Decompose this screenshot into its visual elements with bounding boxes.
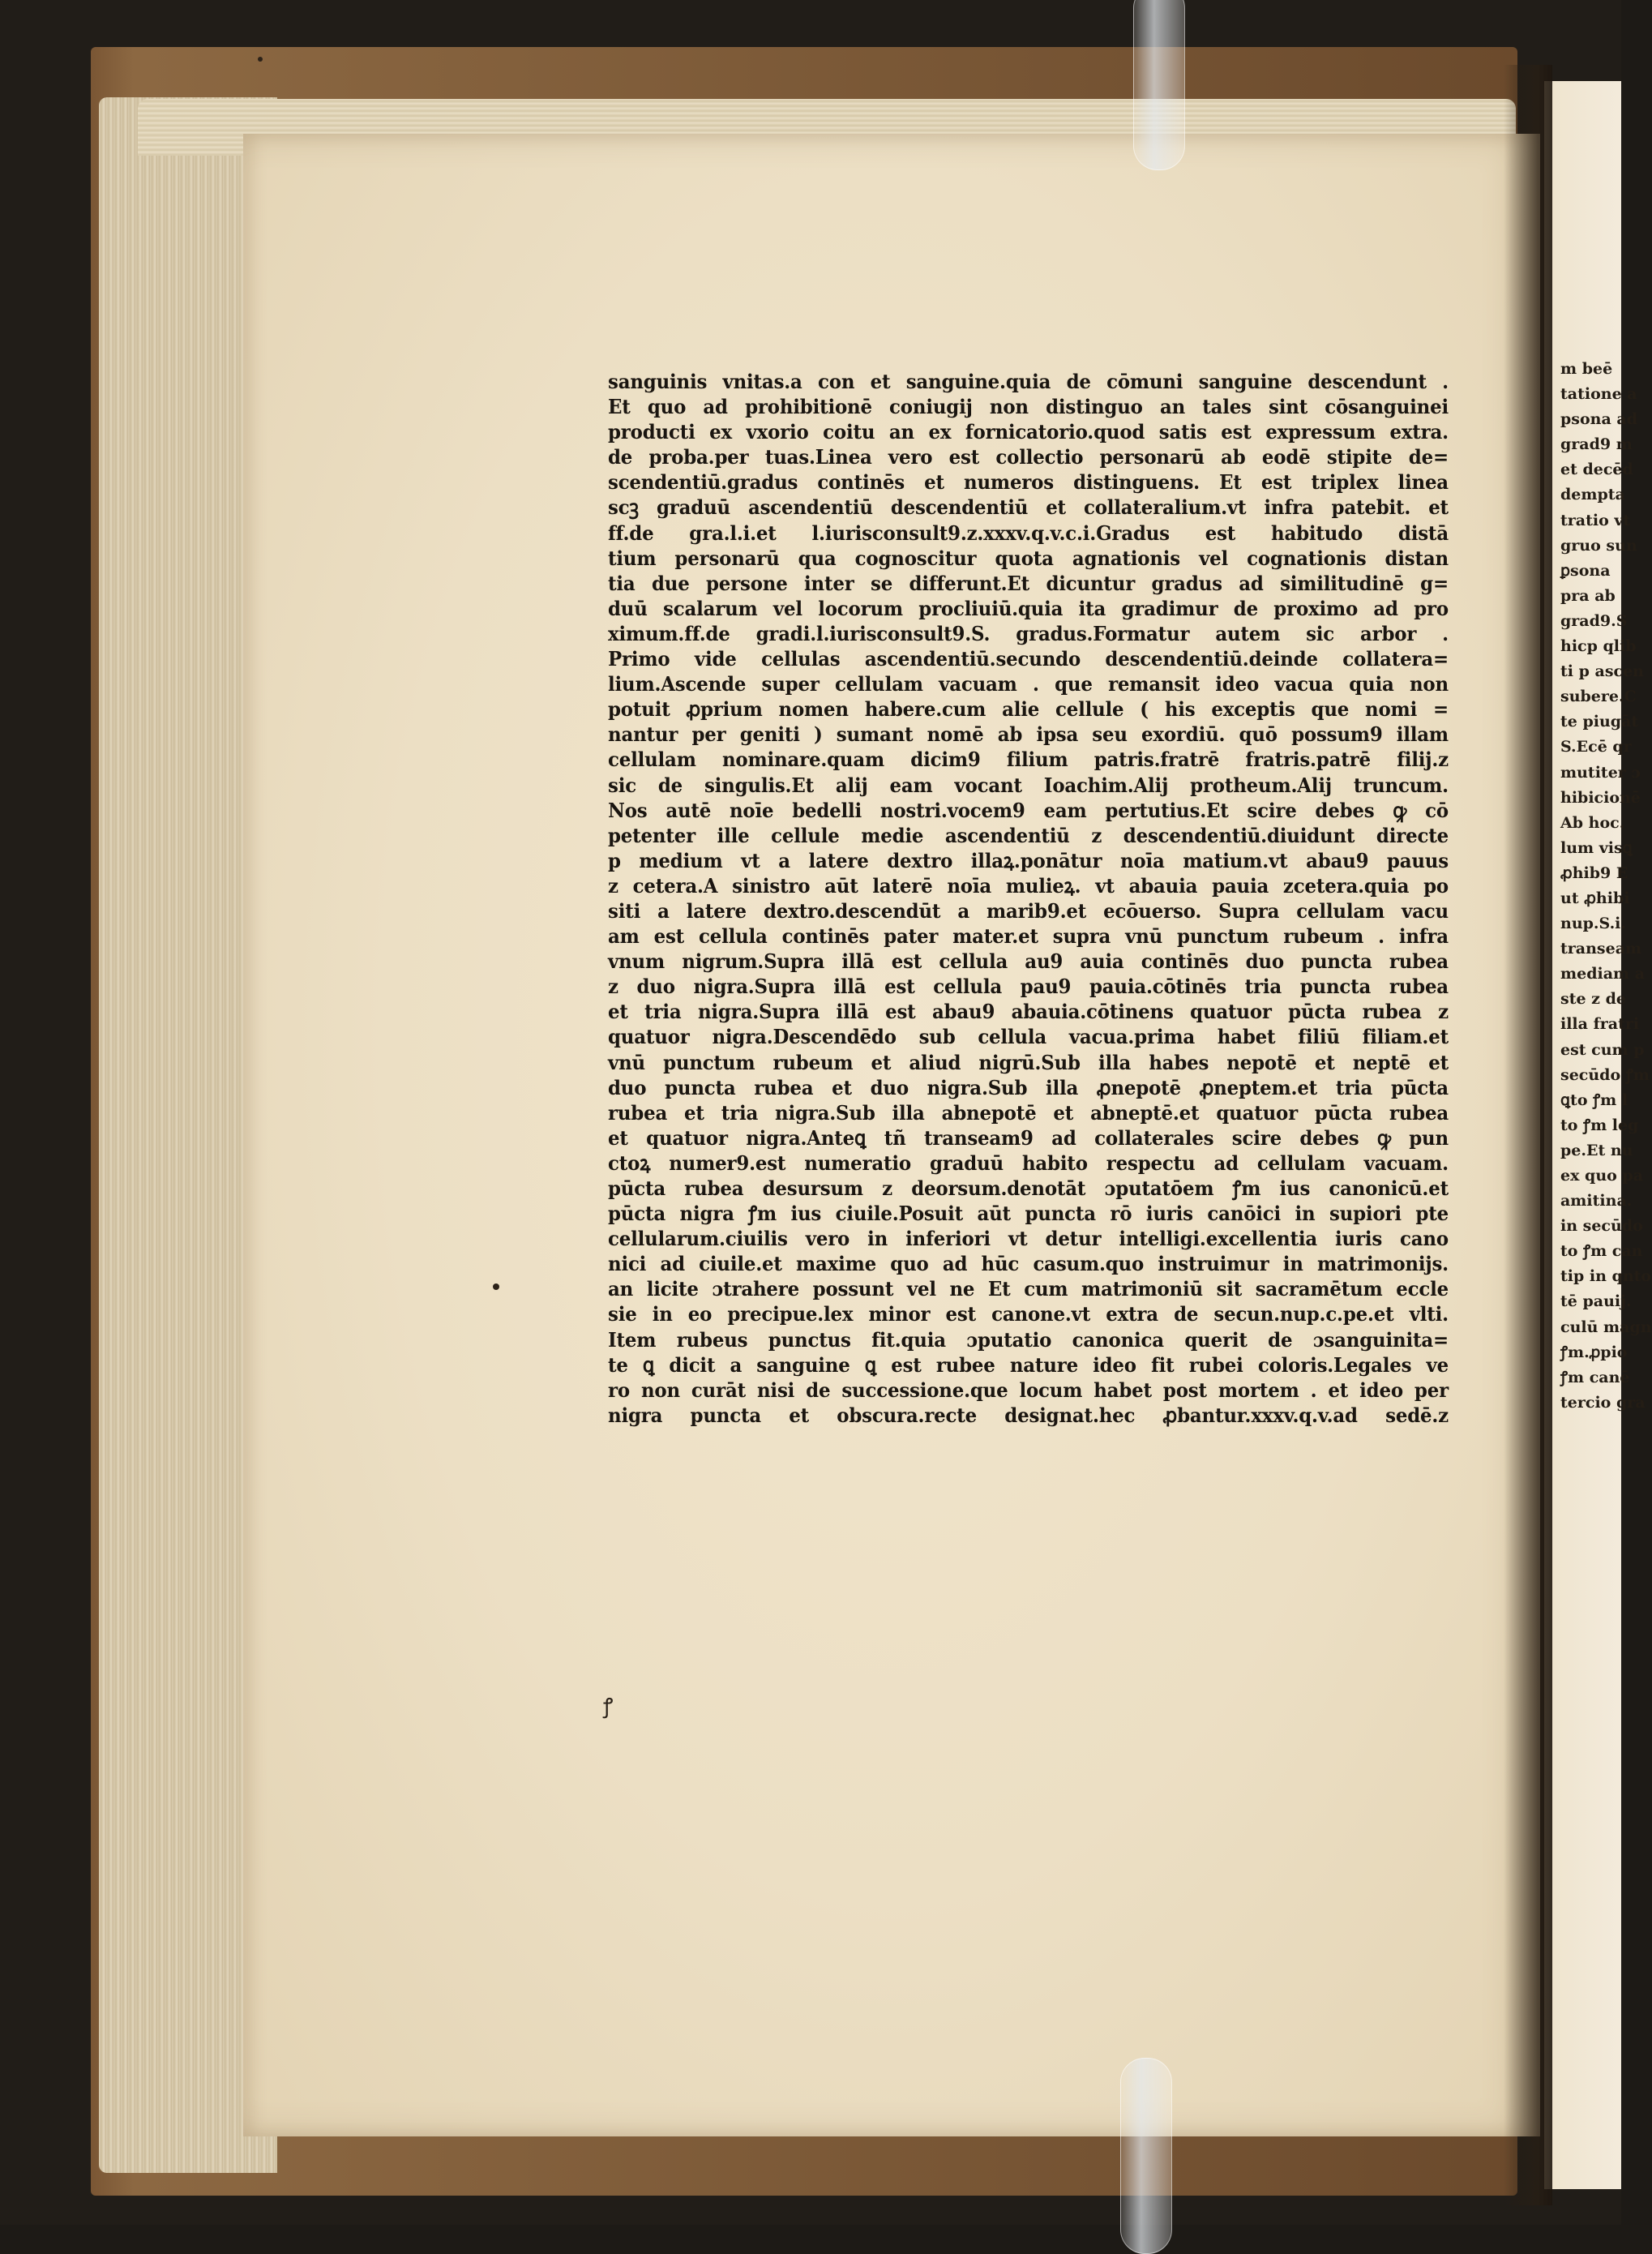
page-clip-bottom bbox=[1120, 2058, 1172, 2254]
text-line: z duo nigra.Supra illā est cellula pau9 pauia.cōtinēs tria puncta rubea bbox=[608, 975, 1449, 999]
text-line: tium personarū qua cognoscitur quota agnationis vel cognationis distan bbox=[608, 546, 1449, 570]
text-line: et tria nigra.Supra illā est abau9 abauia.cōtinens quatuor pūcta rubea z bbox=[608, 1000, 1449, 1024]
facing-text-line: te piugāt bbox=[1560, 713, 1639, 731]
facing-text-line: nup.S.i. bbox=[1560, 915, 1627, 933]
text-line: rubea et tria nigra.Sub illa abnepotē et abneptē.et quatuor pūcta rubea bbox=[608, 1100, 1449, 1125]
text-line: duo puncta rubea et duo nigra.Sub illa ꝓnepotē ꝓneptem.et tria pūcta bbox=[608, 1075, 1449, 1099]
text-line: an licite ɔtrahere possunt vel ne Et cum matrimoniū sit sacramētum eccle bbox=[608, 1277, 1449, 1301]
text-line: sanguinis vnitas.a con et sanguine.quia de cōmuni sanguine descendunt . bbox=[608, 370, 1449, 393]
text-line: scꝫ graduū ascendentiū descendentiū et collateralium.vt infra patebit. et bbox=[608, 495, 1449, 520]
facing-text-line: mediam a bbox=[1560, 965, 1646, 983]
facing-text-line: amitina. bbox=[1560, 1192, 1633, 1211]
text-line: am est cellula continēs pater mater.et supra vnū punctum rubeum . infra bbox=[608, 924, 1449, 949]
facing-text-line: illa fratri bbox=[1560, 1015, 1640, 1034]
facing-text-line: ut ꝓhibi bbox=[1560, 889, 1630, 907]
facing-text-line: ꝭm.ꝓpio bbox=[1560, 1343, 1628, 1361]
facing-text-line: tercio gra bbox=[1560, 1393, 1646, 1412]
text-line: tia due persone inter se differunt.Et dicuntur gradus ad similitudinē g= bbox=[608, 571, 1449, 595]
facing-text-line: m beē bbox=[1560, 360, 1613, 378]
text-line: nantur per geniti ) sumant nomē ab ipsa seu exordiū. quō possum9 illam bbox=[608, 722, 1449, 747]
main-text-block bbox=[608, 369, 1451, 1428]
facing-text-line: ste z de bbox=[1560, 990, 1626, 1009]
text-line: ximum.ff.de gradi.l.iurisconsult9.S. gradus.Formatur autem sic arbor . bbox=[608, 621, 1449, 645]
facing-text-line: to ꝭm leg bbox=[1560, 1116, 1639, 1134]
margin-sign: ꝭ bbox=[603, 1695, 614, 1719]
text-line: z cetera.A sinistro aūt laterē noīa mulieꝝ. vt abauia pauia zcetera.quia po bbox=[608, 873, 1449, 898]
margin-dot-top bbox=[258, 57, 263, 62]
facing-text-line: ti p ascen bbox=[1560, 662, 1644, 681]
facing-text-line: ꝗto ꝭm l bbox=[1560, 1091, 1628, 1109]
facing-text-line: mutiter ɔ bbox=[1560, 763, 1641, 782]
text-line: ff.de gra.l.i.et l.iurisconsult9.z.xxxv.q.v.c.i.Gradus est habitudo distā bbox=[608, 521, 1449, 545]
margin-dot bbox=[493, 1283, 499, 1290]
page-clip-top bbox=[1133, 0, 1185, 170]
text-line: nici ad ciuile.et maxime quo ad hūc casum.quo instruimur in matrimonijs. bbox=[608, 1252, 1449, 1276]
text-line: ro non curāt nisi de successione.que locum habet post mortem . et ideo per bbox=[608, 1378, 1449, 1402]
text-line: et quatuor nigra.Anteꝗ tñ transeam9 ad collaterales scire debes ꝙ pun bbox=[608, 1125, 1449, 1150]
facing-text-line: Ab hoc. bbox=[1560, 813, 1625, 832]
facing-text-line: dempta bbox=[1560, 486, 1625, 504]
facing-text-line: hibicionē bbox=[1560, 788, 1641, 807]
facing-text-line: subere.C bbox=[1560, 688, 1637, 706]
text-line: de proba.per tuas.Linea vero est collectio personarū ab eodē stipite de= bbox=[608, 445, 1449, 469]
facing-text-line: ꝭm canē bbox=[1560, 1368, 1630, 1386]
facing-text-line: secūdo ꝭm bbox=[1560, 1065, 1650, 1084]
facing-text-line: et decēd bbox=[1560, 461, 1633, 479]
text-line: siti a latere dextro.descendūt a marib9.et ecōuerso. Supra cellulam vacu bbox=[608, 898, 1449, 923]
text-line: Nos autē noīe bedelli nostri.vocem9 eam pertutius.Et scire debes ꝙ cō bbox=[608, 798, 1449, 822]
facing-text-line: in secūdo bbox=[1560, 1217, 1643, 1236]
text-line: producti ex vxorio coitu an ex fornicatorio.quod satis est expressum extra. bbox=[608, 420, 1449, 444]
facing-text-line: transeam bbox=[1560, 940, 1642, 958]
facing-text-line: est cum p bbox=[1560, 1040, 1645, 1059]
text-line: quatuor nigra.Descendēdo sub cellula vacua.prima habet filiū filiam.et bbox=[608, 1025, 1449, 1049]
text-line: te ꝗ dicit a sanguine ꝗ est rubee nature ideo fit rubei coloris.Legales ve bbox=[608, 1352, 1449, 1377]
text-line: vnū punctum rubeum et aliud nigrū.Sub illa habes nepotē et neptē et bbox=[608, 1050, 1449, 1074]
facing-text-line: ꝓhib9 E bbox=[1560, 863, 1628, 882]
facing-text-line: ex quo pa bbox=[1560, 1167, 1644, 1185]
text-line: Et quo ad prohibitionē coniugij non distinguo an tales sint cōsanguinei bbox=[608, 395, 1449, 419]
facing-text-line: to ꝭm can bbox=[1560, 1242, 1643, 1261]
facing-page-text bbox=[1560, 357, 1652, 1416]
facing-text-line: psona ad bbox=[1560, 410, 1637, 429]
facing-text-line: tatione a bbox=[1560, 385, 1637, 404]
text-line: vnum nigrum.Supra illā est cellula au9 auia continēs duo puncta rubea bbox=[608, 949, 1449, 974]
text-line: p medium vt a latere dextro illaꝝ.ponātur noīa matium.vt abau9 pauus bbox=[608, 848, 1449, 872]
text-line: sic de singulis.Et alij eam vocant Ioachim.Alij protheum.Alij truncum. bbox=[608, 773, 1449, 797]
text-line: Item rubeus punctus fit.quia ɔputatio canonica querit de ɔsanguinita= bbox=[608, 1327, 1449, 1352]
text-line: potuit ꝓprium nomen habere.cum alie cellule ( his exceptis que nomi = bbox=[608, 697, 1449, 722]
text-line: sie in eo precipue.lex minor est canone.vt extra de secun.nup.c.pe.et vlti. bbox=[608, 1302, 1449, 1326]
facing-text-line: grad9.S bbox=[1560, 611, 1628, 630]
facing-text-line: tip in qnto bbox=[1560, 1267, 1652, 1286]
text-line: nigra puncta et obscura.recte designat.hec ꝓbantur.xxxv.q.v.ad sedē.z bbox=[608, 1403, 1449, 1427]
facing-text-line: tratio vt bbox=[1560, 511, 1631, 529]
gutter-shadow bbox=[1504, 65, 1552, 2205]
text-line: scendentiū.gradus continēs et numeros distinguens. Et est triplex linea bbox=[608, 470, 1449, 495]
facing-text-line: grad9 m bbox=[1560, 435, 1633, 454]
text-line: ctoꝝ numer9.est numeratio graduū habito respectu ad cellulam vacuam. bbox=[608, 1151, 1449, 1175]
facing-text-line: pra ab bbox=[1560, 586, 1616, 605]
text-line: lium.Ascende super cellulam vacuam . que remansit ideo vacua quia non bbox=[608, 672, 1449, 696]
facing-text-line: gruo sun bbox=[1560, 536, 1637, 555]
facing-text-line: hicp qlib bbox=[1560, 637, 1637, 656]
text-line: pūcta rubea desursum z deorsum.denotāt ɔputatōem ꝭm ius canonicū.et bbox=[608, 1176, 1449, 1200]
facing-text-line: S.Ecē qr bbox=[1560, 738, 1632, 756]
text-line: duū scalarum vel locorum procliuiū.quia ita gradimur de proximo ad pro bbox=[608, 596, 1449, 620]
text-line: pūcta nigra ꝭm ius ciuile.Posuit aūt puncta rō iuris canōici in supiori pte bbox=[608, 1202, 1449, 1226]
text-line: petenter ille cellule medie ascendentiū z descendentiū.diuidunt directe bbox=[608, 823, 1449, 847]
text-line: cellularum.ciuilis vero in inferiori vt detur intelligi.excellentia iuris cano bbox=[608, 1227, 1449, 1251]
facing-text-line: ꝑsona bbox=[1560, 561, 1611, 580]
facing-text-line: pe.Et nu bbox=[1560, 1141, 1633, 1159]
facing-text-line: tē pauij. bbox=[1560, 1292, 1632, 1311]
text-line: Primo vide cellulas ascendentiū.secundo descendentiū.deinde collatera= bbox=[608, 647, 1449, 671]
facing-text-line: lum visꝗ bbox=[1560, 838, 1633, 857]
facing-text-line: culū magn bbox=[1560, 1318, 1652, 1336]
text-line: cellulam nominare.quam dicim9 filium patris.fratrē fratris.patrē filij.z bbox=[608, 748, 1449, 772]
